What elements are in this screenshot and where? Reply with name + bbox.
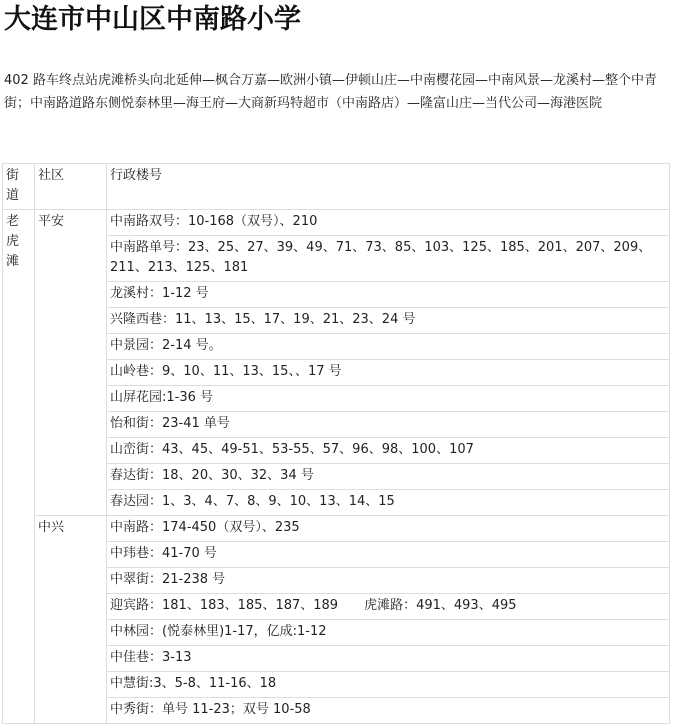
address-cell: 中佳巷：3-13 <box>107 646 670 672</box>
community-cell-pingan: 平安 <box>35 210 107 516</box>
page-title: 大连市中山区中南路小学 <box>4 4 301 35</box>
address-cell: 春达园：1、3、4、7、8、9、10、13、14、15 <box>107 490 670 516</box>
table-row <box>3 516 670 542</box>
address-cell: 中南路单号：23、25、27、39、49、71、73、85、103、125、185、201、207、209、211、213、125、181 <box>107 236 670 282</box>
address-cell: 中南路：174-450（双号）、235 <box>107 516 670 542</box>
header-community: 社区 <box>35 164 107 210</box>
address-cell: 中秀街：单号 11-23；双号 10-58 <box>107 698 670 724</box>
header-street: 街道 <box>3 164 35 210</box>
address-cell: 中林园：(悦泰林里)1-17，亿成:1-12 <box>107 620 670 646</box>
table-header-row <box>3 164 670 210</box>
header-building-numbers: 行政楼号 <box>107 164 670 210</box>
address-cell: 中南路双号：10-168（双号）、210 <box>107 210 670 236</box>
address-cell: 中翠街：21-238 号 <box>107 568 670 594</box>
address-cell: 迎宾路：181、183、185、187、189 虎滩路：491、493、495 <box>107 594 670 620</box>
address-table <box>2 163 670 724</box>
address-cell: 中玮巷：41-70 号 <box>107 542 670 568</box>
table-row <box>3 210 670 236</box>
address-cell: 山峦街：43、45、49-51、53-55、57、96、98、100、107 <box>107 438 670 464</box>
address-cell: 春达街：18、20、30、32、34 号 <box>107 464 670 490</box>
address-cell: 中慧街:3、5-8、11-16、18 <box>107 672 670 698</box>
address-cell: 龙溪村：1-12 号 <box>107 282 670 308</box>
address-cell: 山岭巷：9、10、11、13、15、、17 号 <box>107 360 670 386</box>
community-cell-zhongxing: 中兴 <box>35 516 107 724</box>
street-cell: 老虎滩 <box>3 210 35 724</box>
address-cell: 山屏花园:1-36 号 <box>107 386 670 412</box>
address-cell: 兴隆西巷：11、13、15、17、19、21、23、24 号 <box>107 308 670 334</box>
address-cell: 怡和街：23-41 单号 <box>107 412 670 438</box>
address-cell: 中景园：2-14 号。 <box>107 334 670 360</box>
bus-route-description: 402 路车终点站虎滩桥头向北延伸—枫合万嘉—欧洲小镇—伊顿山庄—中南樱花园—中南风景—龙溪村—整个中青街；中南路道路东侧悦泰林里—海王府—大商新玛特超市（中南路店）—隆富山庄—当代公司—海港医院 <box>4 73 657 111</box>
